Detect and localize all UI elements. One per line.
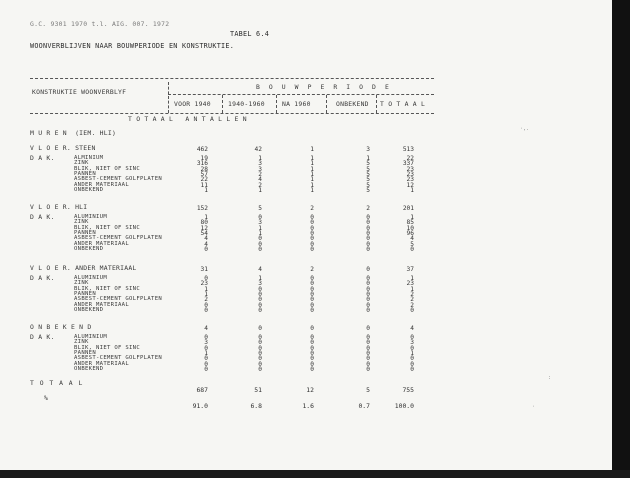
table-cell: 5 bbox=[366, 165, 370, 173]
table-cell: 0 bbox=[366, 229, 370, 237]
table-cell: 0 bbox=[410, 344, 414, 352]
row-label: ONBEKEND bbox=[74, 365, 104, 372]
table-cell: 1 bbox=[310, 170, 314, 178]
table-cell: 0 bbox=[310, 224, 314, 232]
percent-value: 91.0 bbox=[192, 402, 208, 410]
row-label: ONBEKEND bbox=[74, 186, 104, 193]
lead-value: 2 bbox=[310, 205, 314, 212]
table-cell: 0 bbox=[258, 334, 262, 341]
table-cell: 1 bbox=[310, 181, 314, 189]
row-label: ASBEST-CEMENT GOLFPLATEN bbox=[74, 176, 163, 183]
row-label: ASBEST-CEMENT GOLFPLATEN bbox=[74, 235, 163, 242]
header-rule-top bbox=[30, 78, 434, 79]
table-cell: 0 bbox=[366, 224, 370, 232]
row-label: BLIK, NIET OF SINC bbox=[74, 224, 141, 231]
table-cell: 1 bbox=[258, 224, 262, 232]
row-label: ASBEST-CEMENT GOLFPLATEN bbox=[74, 296, 163, 303]
table-cell: 0 bbox=[204, 245, 208, 253]
table-cell: 1 bbox=[310, 165, 314, 173]
total-label: T O T A A L bbox=[30, 379, 84, 387]
table-cell: 3 bbox=[258, 280, 262, 288]
lead-value: 37 bbox=[406, 266, 414, 273]
table-cell: 0 bbox=[310, 334, 314, 341]
table-cell: 0 bbox=[410, 334, 414, 341]
table-cell: 0 bbox=[204, 365, 208, 373]
row-label: ANDER MATERIAAL bbox=[74, 360, 130, 367]
row-label: PANNEN bbox=[74, 229, 97, 236]
lead-value: 462 bbox=[196, 146, 208, 153]
table-cell: 3 bbox=[258, 165, 262, 173]
table-cell: 0 bbox=[366, 245, 370, 253]
table-cell: 0 bbox=[366, 275, 370, 282]
header-rule-bottom bbox=[30, 113, 434, 114]
lead-value: 152 bbox=[196, 205, 208, 212]
table-cell: 337 bbox=[402, 160, 414, 168]
table-cell: 10 bbox=[406, 224, 414, 232]
table-cell: 0 bbox=[258, 301, 262, 309]
lead-value: 1 bbox=[310, 146, 314, 153]
table-cell: 5 bbox=[366, 176, 370, 184]
table-cell: 0 bbox=[366, 334, 370, 341]
table-cell: 0 bbox=[258, 349, 262, 357]
dak-heading: D A K. bbox=[30, 274, 55, 282]
table-cell: 1 bbox=[204, 186, 208, 194]
table-cell: 0 bbox=[310, 344, 314, 352]
table-cell: 0 bbox=[310, 306, 314, 314]
table-cell: 23 bbox=[406, 280, 414, 288]
table-cell: 28 bbox=[200, 165, 208, 173]
table-cell: 0 bbox=[366, 219, 370, 227]
table-cell: 1 bbox=[310, 160, 314, 168]
table-cell: 1 bbox=[410, 214, 414, 221]
total-value: 755 bbox=[402, 386, 414, 394]
table-cell: 3 bbox=[410, 339, 414, 347]
table-cell: 0 bbox=[204, 275, 208, 282]
group-heading: M U R E N (IEM. HLI) bbox=[30, 129, 117, 137]
table-cell: 5 bbox=[366, 170, 370, 178]
table-cell: 2 bbox=[258, 170, 262, 178]
total-value: 687 bbox=[196, 386, 208, 394]
table-cell: 1 bbox=[258, 275, 262, 282]
dak-heading: D A K. bbox=[30, 154, 55, 162]
table-cell: 0 bbox=[410, 245, 414, 253]
table-number: TABEL 6.4 bbox=[230, 30, 270, 38]
table-cell: 0 bbox=[366, 360, 370, 368]
table-cell: 5 bbox=[366, 181, 370, 189]
table-cell: 54 bbox=[200, 229, 208, 237]
table-cell: 0 bbox=[410, 360, 414, 368]
table-cell: 1 bbox=[258, 229, 262, 237]
table-cell: 19 bbox=[200, 155, 208, 162]
row-label: ANDER MATERIAAL bbox=[74, 181, 130, 188]
table-cell: 5 bbox=[366, 160, 370, 168]
table-cell: 0 bbox=[310, 245, 314, 253]
table-cell: 4 bbox=[410, 235, 414, 243]
vloer-heading: V L O E R. ANDER MATERIAAL bbox=[30, 264, 137, 272]
table-cell: 0 bbox=[310, 235, 314, 243]
table-cell: 0 bbox=[310, 296, 314, 304]
row-label: ONBEKEND bbox=[74, 306, 104, 313]
lead-value: 0 bbox=[310, 325, 314, 332]
lead-value: 4 bbox=[410, 325, 414, 332]
table-cell: 0 bbox=[366, 214, 370, 221]
table-cell: 0 bbox=[310, 285, 314, 293]
header-divider bbox=[326, 95, 327, 113]
table-cell: 1 bbox=[410, 275, 414, 282]
table-cell: 2 bbox=[410, 290, 414, 298]
table-cell: 0 bbox=[366, 301, 370, 309]
table-cell: 3 bbox=[258, 160, 262, 168]
row-label: ANDER MATERIAAL bbox=[74, 301, 130, 308]
table-cell: 57 bbox=[200, 170, 208, 178]
column-header: ONBEKEND bbox=[336, 100, 369, 108]
table-cell: 0 bbox=[366, 285, 370, 293]
row-label: ZINK bbox=[74, 280, 89, 287]
table-cell: 1 bbox=[310, 176, 314, 184]
margin-mark: ·‚. bbox=[520, 126, 530, 132]
table-cell: 0 bbox=[310, 290, 314, 298]
table-cell: 11 bbox=[200, 181, 208, 189]
table-cell: 0 bbox=[204, 355, 208, 363]
row-label: ANDER MATERIAAL bbox=[74, 240, 130, 247]
table-cell: 5 bbox=[410, 240, 414, 248]
table-cell: 80 bbox=[200, 219, 208, 227]
table-cell: 0 bbox=[366, 306, 370, 314]
table-cell: 0 bbox=[366, 280, 370, 288]
table-cell: 0 bbox=[366, 344, 370, 352]
table-cell: 1 bbox=[204, 214, 208, 221]
table-cell: 3 bbox=[204, 339, 208, 347]
total-value: 51 bbox=[254, 386, 262, 394]
page-edge bbox=[0, 470, 630, 478]
page-edge bbox=[612, 0, 630, 478]
table-cell: 0 bbox=[366, 240, 370, 248]
table-cell: 23 bbox=[406, 170, 414, 178]
table-cell: 0 bbox=[258, 290, 262, 298]
table-cell: 0 bbox=[204, 334, 208, 341]
row-label: ZINK bbox=[74, 219, 89, 226]
table-cell: 0 bbox=[258, 306, 262, 314]
row-label: PANNEN bbox=[74, 290, 97, 297]
table-cell: 0 bbox=[310, 355, 314, 363]
table-cell: 0 bbox=[366, 349, 370, 357]
table-cell: 23 bbox=[406, 165, 414, 173]
table-cell: 23 bbox=[200, 280, 208, 288]
table-cell: 0 bbox=[310, 280, 314, 288]
table-cell: 0 bbox=[310, 275, 314, 282]
table-cell: 1 bbox=[258, 186, 262, 194]
table-cell: 22 bbox=[406, 155, 414, 162]
lead-value: 5 bbox=[258, 205, 262, 212]
table-cell: 0 bbox=[258, 339, 262, 347]
table-cell: 1 bbox=[410, 285, 414, 293]
row-label: ONBEKEND bbox=[74, 245, 104, 252]
row-label: ZINK bbox=[74, 339, 89, 346]
table-cell: 0 bbox=[366, 339, 370, 347]
column-header: T O T A A L bbox=[380, 100, 426, 108]
vloer-heading: V L O E R. HLI bbox=[30, 203, 88, 211]
table-cell: 1 bbox=[310, 155, 314, 162]
table-cell: 0 bbox=[366, 290, 370, 298]
table-cell: 0 bbox=[258, 360, 262, 368]
column-header: NA 1960 bbox=[282, 100, 311, 108]
table-cell: 0 bbox=[410, 306, 414, 314]
table-cell: 0 bbox=[310, 360, 314, 368]
table-cell: 0 bbox=[310, 214, 314, 221]
total-value: 5 bbox=[366, 386, 370, 394]
lead-value: 42 bbox=[254, 146, 262, 153]
lead-value: 0 bbox=[366, 325, 370, 332]
dak-heading: D A K. bbox=[30, 213, 55, 221]
table-cell: 1 bbox=[410, 186, 414, 194]
stub-header: KONSTRUKTIE WOONVERBLYF bbox=[32, 88, 127, 96]
lead-value: 513 bbox=[402, 146, 414, 153]
table-cell: 2 bbox=[258, 181, 262, 189]
lead-value: 0 bbox=[258, 325, 262, 332]
percent-label: % bbox=[44, 394, 49, 402]
table-cell: 0 bbox=[258, 235, 262, 243]
table-cell: 0 bbox=[258, 285, 262, 293]
table-cell: 1 bbox=[410, 349, 414, 357]
lead-value: 3 bbox=[366, 146, 370, 153]
header-divider bbox=[168, 82, 169, 113]
column-header: 1940-1960 bbox=[228, 100, 265, 108]
table-cell: 12 bbox=[406, 181, 414, 189]
table-cell: 316 bbox=[196, 160, 208, 168]
row-label: BLIK, NIET OF SINC bbox=[74, 165, 141, 172]
table-cell: 0 bbox=[258, 365, 262, 373]
table-cell: 0 bbox=[410, 365, 414, 373]
table-cell: 3 bbox=[258, 219, 262, 227]
table-cell: 1 bbox=[258, 155, 262, 162]
table-cell: 0 bbox=[366, 355, 370, 363]
percent-value: 1.6 bbox=[302, 402, 314, 410]
table-cell: 0 bbox=[258, 245, 262, 253]
row-label: ALUMINIUM bbox=[74, 214, 108, 220]
lead-value: 31 bbox=[200, 266, 208, 273]
table-cell: 2 bbox=[410, 301, 414, 309]
table-cell: 4 bbox=[258, 176, 262, 184]
table-cell: 1 bbox=[366, 155, 370, 162]
table-cell: 0 bbox=[204, 344, 208, 352]
table-cell: 1 bbox=[310, 186, 314, 194]
table-cell: 0 bbox=[258, 344, 262, 352]
table-cell: 22 bbox=[200, 176, 208, 184]
lead-value: 2 bbox=[366, 205, 370, 212]
table-cell: 1 bbox=[204, 349, 208, 357]
table-cell: 0 bbox=[258, 240, 262, 248]
total-value: 12 bbox=[306, 386, 314, 394]
table-cell: 4 bbox=[204, 235, 208, 243]
lead-value: 4 bbox=[204, 325, 208, 332]
table-cell: 23 bbox=[406, 176, 414, 184]
row-label: BLIK, NIET OF SINC bbox=[74, 344, 141, 351]
table-cell: 0 bbox=[410, 355, 414, 363]
table-cell: 0 bbox=[366, 235, 370, 243]
section-title: T O T A A L A N T A L L E N bbox=[128, 115, 247, 123]
bouwperiode-header: B O U W P E R I O D E bbox=[256, 83, 392, 91]
table-cell: 0 bbox=[310, 219, 314, 227]
archive-stamp: G.C. 9301 1970 t.l. AIG. 007. 1972 bbox=[30, 20, 170, 28]
row-label: ZINK bbox=[74, 160, 89, 167]
dak-heading: D A K. bbox=[30, 333, 55, 341]
header-divider bbox=[376, 95, 377, 113]
table-cell: 2 bbox=[204, 296, 208, 304]
row-label: ALUMINIUM bbox=[74, 275, 108, 281]
table-cell: 0 bbox=[258, 355, 262, 363]
table-cell: 0 bbox=[366, 296, 370, 304]
table-cell: 1 bbox=[204, 285, 208, 293]
vloer-heading: V L O E R. STEEN bbox=[30, 144, 96, 152]
table-cell: 0 bbox=[366, 365, 370, 373]
row-label: ALUMINIUM bbox=[74, 334, 108, 340]
percent-value: 100.0 bbox=[394, 402, 414, 410]
vloer-heading: O N B E K E N D bbox=[30, 323, 92, 331]
table-cell: 0 bbox=[310, 240, 314, 248]
table-cell: 0 bbox=[310, 349, 314, 357]
table-cell: 0 bbox=[258, 296, 262, 304]
column-header: VOOR 1940 bbox=[174, 100, 211, 108]
lead-value: 0 bbox=[366, 266, 370, 273]
lead-value: 4 bbox=[258, 266, 262, 273]
row-label: ASBEST-CEMENT GOLFPLATEN bbox=[74, 355, 163, 362]
percent-value: 6.8 bbox=[250, 402, 262, 410]
table-cell: 0 bbox=[310, 301, 314, 309]
table-cell: 0 bbox=[204, 306, 208, 314]
header-divider bbox=[222, 95, 223, 113]
header-rule-mid bbox=[168, 94, 434, 95]
table-cell: 0 bbox=[204, 360, 208, 368]
table-title: WOONVERBLIJVEN NAAR BOUWPERIODE EN KONSTRUKTIE. bbox=[30, 42, 235, 50]
table-cell: 0 bbox=[204, 301, 208, 309]
table-cell: 0 bbox=[310, 365, 314, 373]
table-cell: 96 bbox=[406, 229, 414, 237]
table-cell: 5 bbox=[366, 186, 370, 194]
row-label: PANNEN bbox=[74, 349, 97, 356]
table-cell: 85 bbox=[406, 219, 414, 227]
table-cell: 4 bbox=[204, 240, 208, 248]
table-cell: 2 bbox=[410, 296, 414, 304]
percent-value: 0.7 bbox=[358, 402, 370, 410]
row-label: PANNEN bbox=[74, 170, 97, 177]
table-cell: 0 bbox=[310, 339, 314, 347]
table-cell: 12 bbox=[200, 224, 208, 232]
margin-mark: : bbox=[548, 375, 552, 381]
table-cell: 0 bbox=[310, 229, 314, 237]
row-label: ALMINIUM bbox=[74, 155, 104, 161]
lead-value: 201 bbox=[402, 205, 414, 212]
table-cell: 1 bbox=[204, 290, 208, 298]
header-divider bbox=[276, 95, 277, 113]
table-cell: 0 bbox=[258, 214, 262, 221]
row-label: BLIK, NIET OF SINC bbox=[74, 285, 141, 292]
margin-mark: · bbox=[532, 404, 536, 410]
lead-value: 2 bbox=[310, 266, 314, 273]
